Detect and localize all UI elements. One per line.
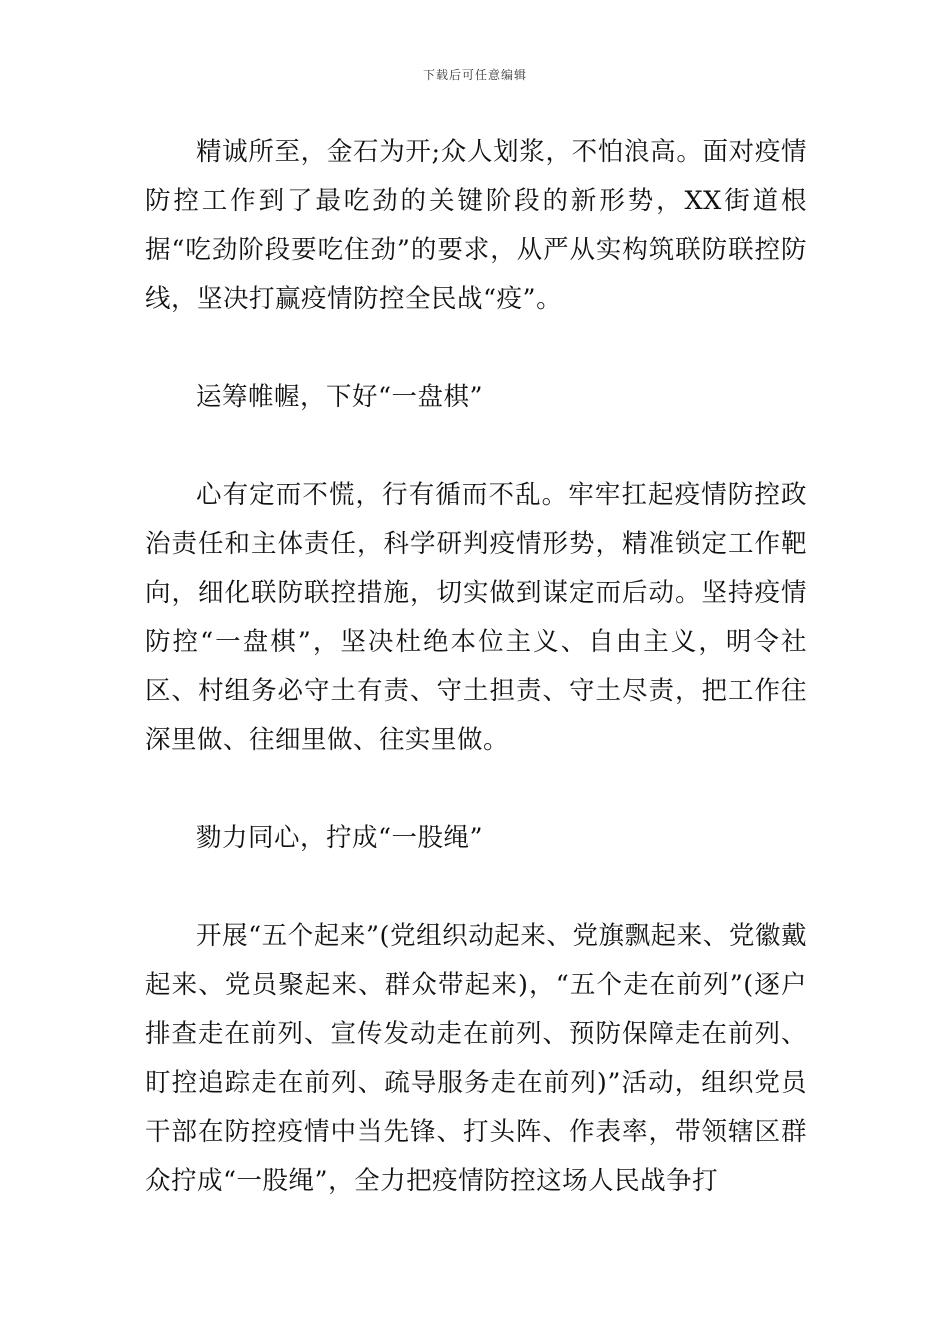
paragraph-intro: 精诚所至，金石为开;众人划浆，不怕浪高。面对疫情防控工作到了最吃劲的关键阶段的新形势，XX街道根据“吃劲阶段要吃住劲”的要求，从严从实构筑联防联控防线，坚决打赢疫情防控全民战“疫”。 [145,137,807,314]
header-note: 下载后可任意编辑 [422,68,527,82]
paragraph-gap [145,863,807,912]
paragraph-gap [145,422,807,471]
section-heading-2: 勠力同心，拧成“一股绳” [196,823,484,853]
document-body [145,128,807,1206]
paragraph-gap [145,765,807,814]
paragraph-section-2: 开展“五个起来”(党组织动起来、党旗飘起来、党徽戴起来、党员聚起来、群众带起来)，“五个走在前列”(逐户排查走在前列、宣传发动走在前列、预防保障走在前列、盯控追踪走在前列、疏导服务走在前列)”活动，组织党员干部在防控疫情中当先锋、打头阵、作表率，带领辖区群众拧成“一股绳”，全力把疫情防控这场人民战争打 [145,921,807,1196]
paragraph-gap [145,324,807,373]
section-heading-1: 运筹帷幄，下好“一盘棋” [196,382,484,412]
paragraph-section-1: 心有定而不慌，行有循而不乱。牢牢扛起疫情防控政治责任和主体责任，科学研判疫情形势，精准锁定工作靶向，细化联防联控措施，切实做到谋定而后动。坚持疫情防控“一盘棋”，坚决杜绝本位主义、自由主义，明令社区、村组务必守土有责、守土担责、守土尽责，把工作往深里做、往细里做、往实里做。 [145,480,807,755]
